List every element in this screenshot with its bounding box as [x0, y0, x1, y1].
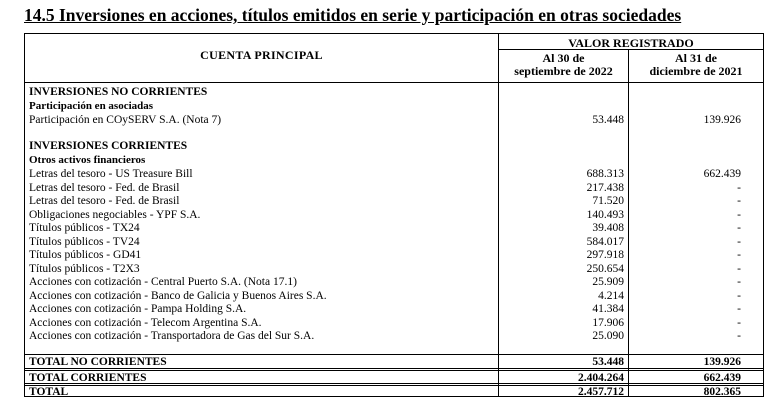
- total-cell-sep2022: 2.404.264: [578, 371, 624, 384]
- table-cell-sep2022: 217.438: [586, 181, 624, 194]
- subsection-otros: Otros activos financieros: [29, 154, 146, 166]
- table-row-label: Acciones con cotización - Central Puerto S.A. (Nota 17.1): [29, 276, 297, 288]
- table-cell-dec2021: -: [737, 330, 741, 342]
- header-valor: VALOR REGISTRADO: [568, 36, 694, 50]
- investments-table: [24, 33, 764, 397]
- section-no-corrientes: INVERSIONES NO CORRIENTES: [29, 86, 208, 98]
- table-cell-sep2022: 53.448: [592, 114, 624, 126]
- header-col2-line1: Al 31 de: [675, 51, 717, 65]
- table-cell-dec2021: -: [737, 195, 741, 207]
- subsection-asociadas: Participación en asociadas: [29, 100, 154, 112]
- total-cell-sep2022: 53.448: [592, 356, 624, 368]
- total-row-label: TOTAL CORRIENTES: [29, 371, 147, 384]
- table-row-label: Títulos públicos - TV24: [29, 235, 140, 248]
- table-cell-dec2021: -: [737, 181, 741, 194]
- table-row-label: Títulos públicos - TX24: [29, 222, 140, 234]
- header-bottom-rule: [25, 82, 763, 83]
- header-col2: [629, 52, 763, 78]
- table-row-label: Acciones con cotización - Banco de Galicia y Buenos Aires S.A.: [29, 289, 327, 302]
- total-row-label: TOTAL NO CORRIENTES: [29, 356, 167, 368]
- table-cell-sep2022: 688.313: [586, 168, 624, 180]
- total-cell-sep2022: 2.457.712: [578, 386, 624, 398]
- table-row-label: Letras del tesoro - US Treasure Bill: [29, 168, 193, 180]
- table-cell-sep2022: 17.906: [592, 316, 624, 329]
- table-cell-dec2021: -: [737, 262, 741, 275]
- page-title: 14.5 Inversiones en acciones, títulos emitidos en serie y participación en otras sociedades: [24, 5, 682, 25]
- table-cell-dec2021: -: [737, 303, 741, 315]
- table-cell-dec2021: -: [737, 289, 741, 302]
- table-cell-sep2022: 71.520: [592, 195, 624, 207]
- table-cell-dec2021: -: [737, 249, 741, 261]
- table-row-label: Letras del tesoro - Fed. de Brasil: [29, 195, 180, 207]
- table-cell-sep2022: 4.214: [598, 289, 624, 302]
- table-cell-dec2021: -: [737, 235, 741, 248]
- table-row-label: Letras del tesoro - Fed. de Brasil: [29, 181, 180, 194]
- header-col1-line1: Al 30 de: [542, 51, 585, 65]
- table-cell-dec2021: -: [737, 316, 741, 329]
- table-cell-sep2022: 140.493: [586, 208, 624, 221]
- header-col1-line2: septiembre de 2022: [514, 64, 613, 78]
- table-cell-dec2021: -: [737, 222, 741, 234]
- total-cell-dec2021: 139.926: [703, 356, 741, 368]
- table-cell-dec2021: 139.926: [703, 114, 741, 126]
- total-cell-dec2021: 662.439: [703, 371, 741, 384]
- table-cell-sep2022: 25.090: [592, 330, 624, 342]
- header-main: CUENTA PRINCIPAL: [200, 48, 323, 62]
- table-cell-sep2022: 297.918: [586, 249, 624, 261]
- table-row-label: Acciones con cotización - Telecom Argentina S.A.: [29, 316, 262, 329]
- table-cell-dec2021: -: [737, 276, 741, 288]
- header-col2-line2: diciembre de 2021: [649, 64, 743, 78]
- table-row-label: Acciones con cotización - Transportadora de Gas del Sur S.A.: [29, 330, 315, 342]
- total-cell-dec2021: 802.365: [703, 386, 741, 398]
- total-row-label: TOTAL: [29, 386, 69, 398]
- table-cell-dec2021: -: [737, 208, 741, 221]
- table-row-label: Participación en COySERV S.A. (Nota 7): [29, 114, 222, 126]
- totals-rule: [25, 354, 763, 355]
- header-col1: [499, 52, 628, 78]
- table-row-label: Obligaciones negociables - YPF S.A.: [29, 208, 201, 221]
- table-cell-sep2022: 584.017: [586, 235, 624, 248]
- section-corrientes: INVERSIONES CORRIENTES: [29, 140, 188, 152]
- table-row-label: Acciones con cotización - Pampa Holding S.A.: [29, 303, 247, 315]
- table-cell-sep2022: 250.654: [586, 262, 624, 275]
- table-cell-sep2022: 25.909: [592, 276, 624, 288]
- table-row-label: Títulos públicos - T2X3: [29, 262, 140, 275]
- table-cell-sep2022: 41.384: [592, 303, 624, 315]
- table-row-label: Títulos públicos - GD41: [29, 249, 142, 261]
- table-cell-sep2022: 39.408: [592, 222, 624, 234]
- table-cell-dec2021: 662.439: [703, 168, 741, 180]
